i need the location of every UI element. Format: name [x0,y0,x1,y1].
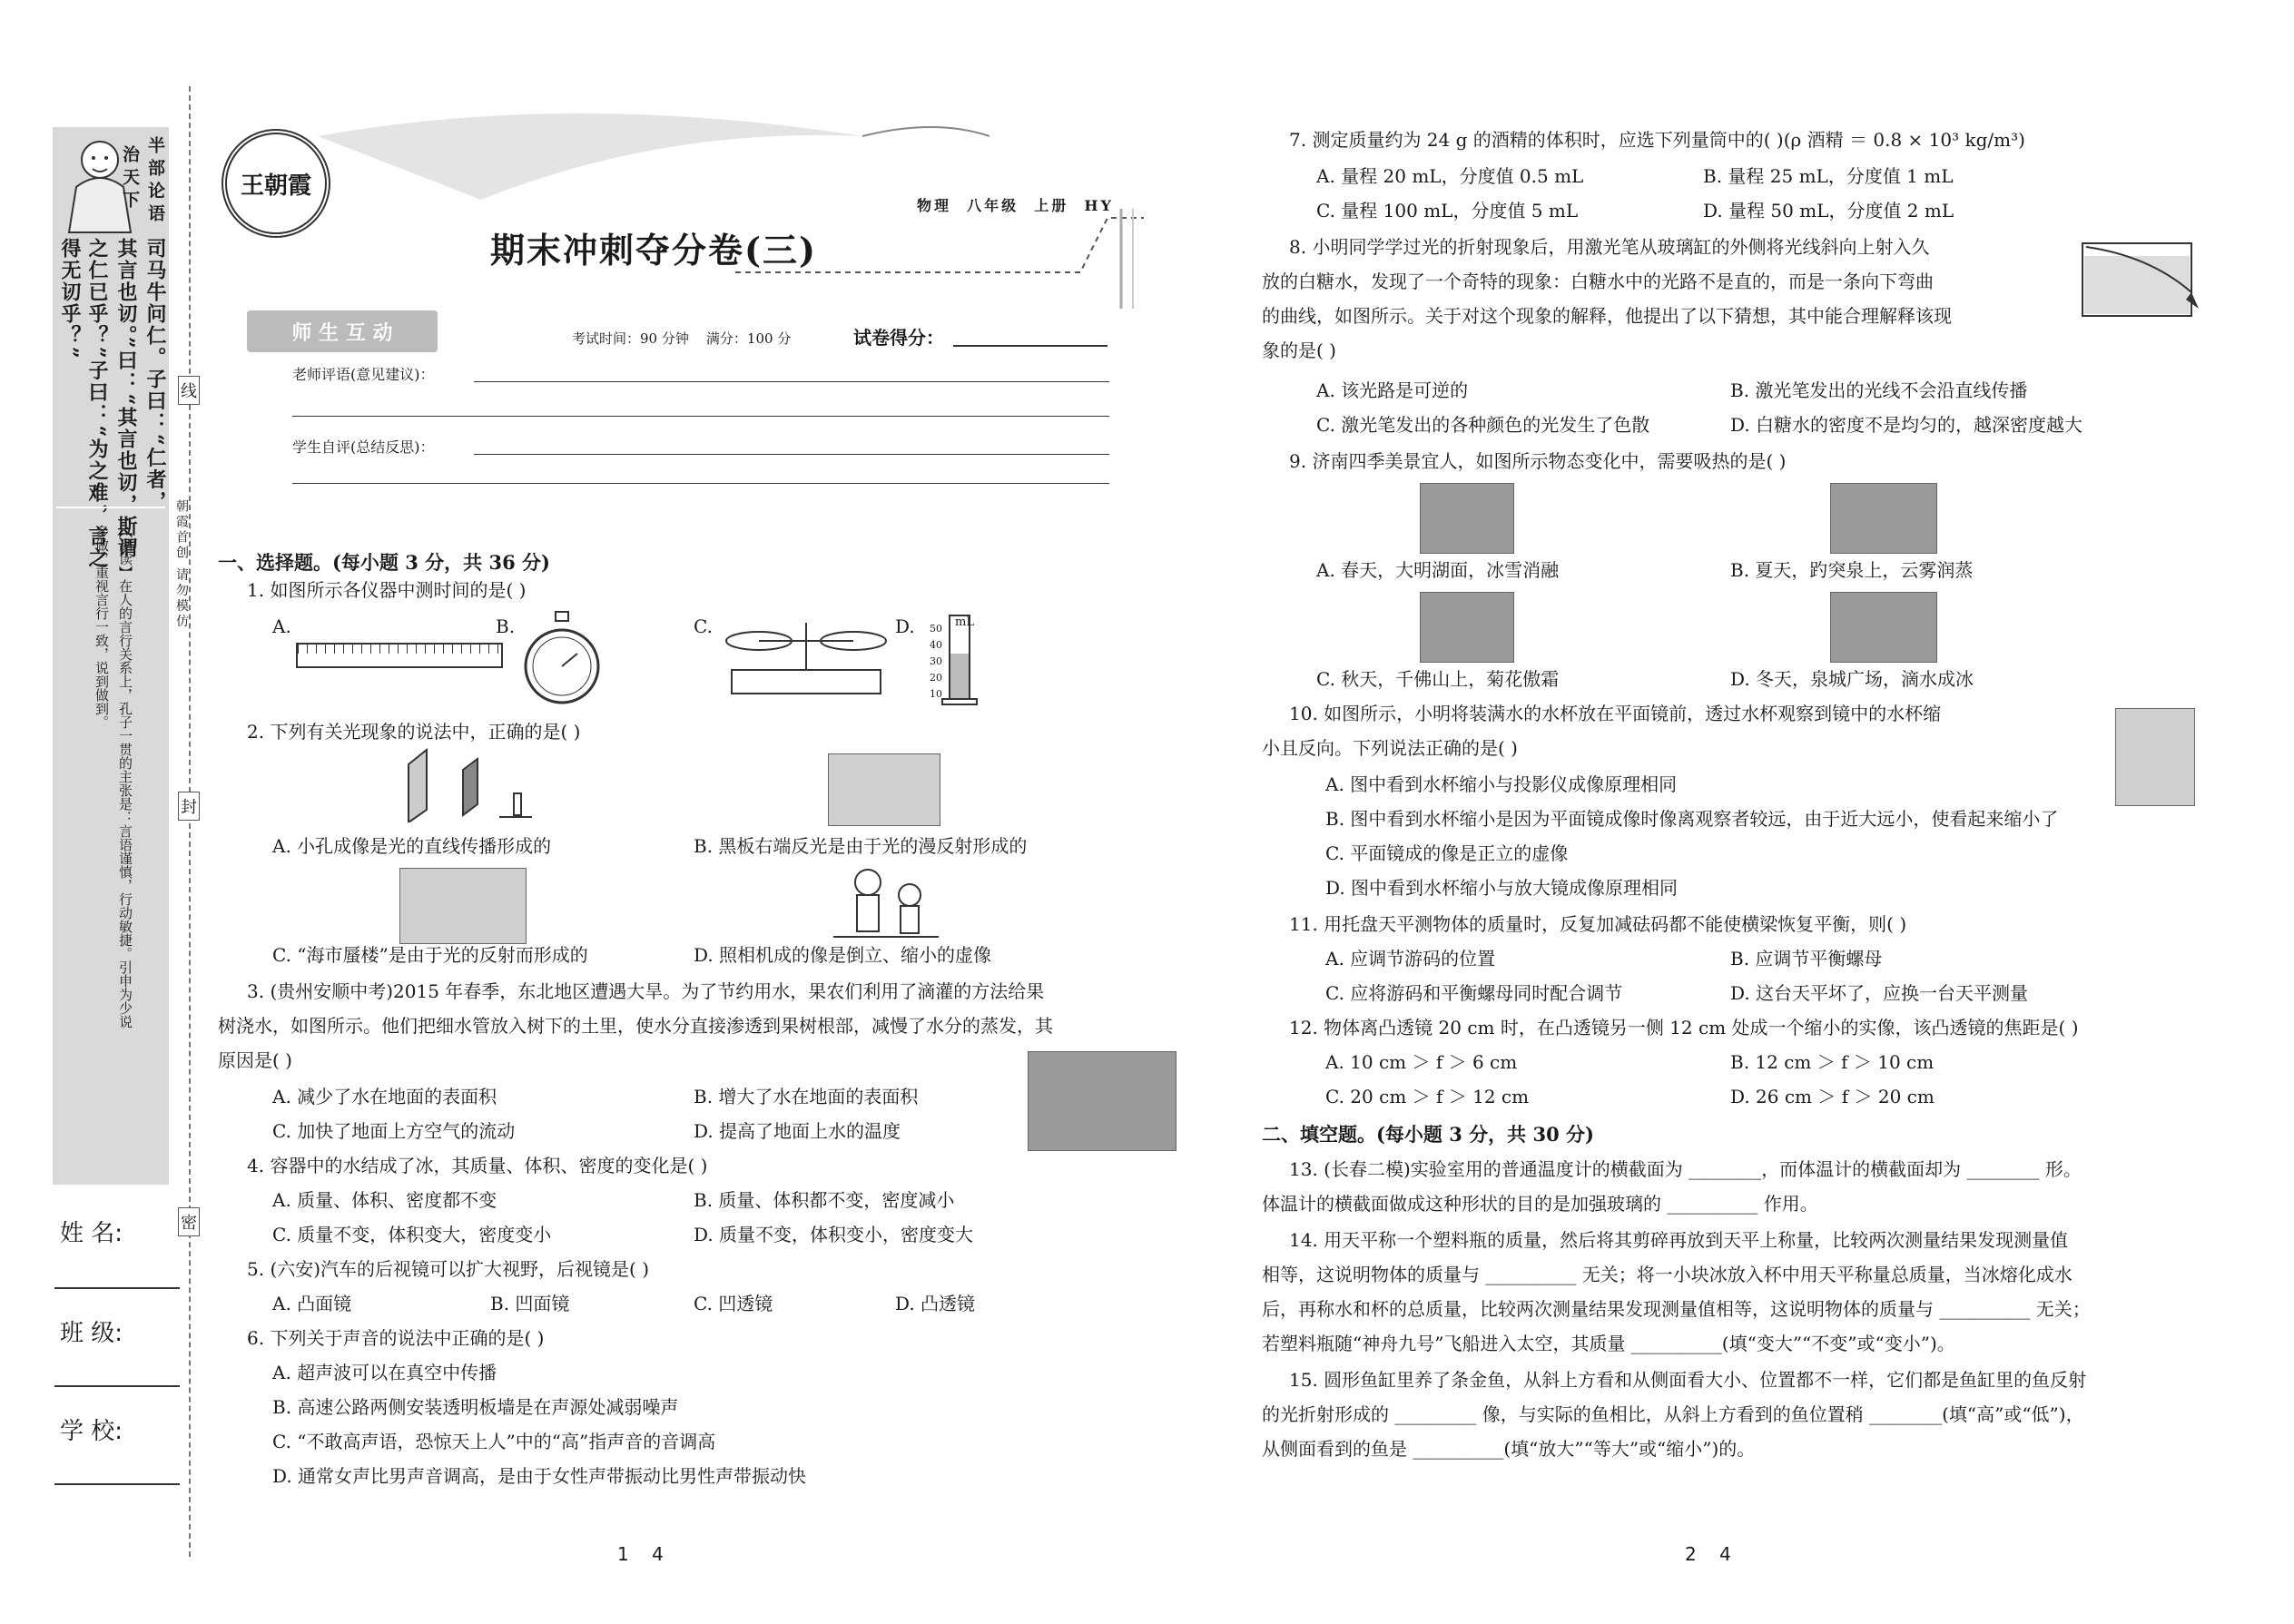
q11-option-b[interactable]: B. 应调节平衡螺母 [1730,948,1883,969]
mirror-cup-photo [2115,708,2195,806]
page-number-right: 2 4 [1685,1543,1731,1565]
q9-option-b[interactable]: B. 夏天，趵突泉上，云雾润蒸 [1730,559,1974,581]
interaction-badge [247,310,438,352]
q1-option-d[interactable]: D. [895,615,915,637]
q8-line-4: 象的是( ) [1262,340,1336,361]
sidebar-quote-1: 司马牛问仁。子曰：“仁者， [143,238,167,513]
q5-option-b[interactable]: B. 凹面镜 [490,1293,570,1314]
q9-text: 9. 济南四季美景宜人，如图所示物态变化中，需要吸热的是( ) [1289,450,1787,472]
q15-line-3: 从侧面看到的鱼是 __________(填“放大”“等大”或“缩小”)的。 [1262,1438,1756,1460]
blackboard-photo [828,753,940,826]
q11-option-a[interactable]: A. 应调节游码的位置 [1325,948,1496,969]
camera-cartoon [832,862,940,944]
q7-option-c[interactable]: C. 量程 100 mL，分度值 5 mL [1316,200,1579,221]
balance-image [723,614,890,701]
q4-option-b[interactable]: B. 质量、体积都不变，密度减小 [694,1189,955,1211]
q8-line-3: 的曲线，如图所示。关于对这个现象的解释，他提出了以下猜想，其中能合理解释该现 [1262,305,1952,327]
q10-option-b[interactable]: B. 图中看到水杯缩小是因为平面镜成像时像离观察者较远，由于近大远小，使看起来缩小了 [1325,808,2059,830]
q10-option-c[interactable]: C. 平面镜成的像是正立的虚像 [1325,842,1569,864]
class-label: 班 级: [60,1320,123,1347]
pinhole-image [399,746,536,822]
q13-line-2: 体温计的横截面做成这种形状的目的是加强玻璃的 __________ 作用。 [1262,1193,1818,1215]
page-title: 期末冲刺夺分卷(三) [490,230,817,271]
q8-line-2: 放的白糖水，发现了一个奇特的现象：白糖水中的光路不是直的，而是一条向下弯曲 [1262,271,1934,292]
q4-option-a[interactable]: A. 质量、体积、密度都不变 [272,1189,497,1211]
q1-text: 1. 如图所示各仪器中测时间的是( ) [247,579,527,601]
cylinder-tick-40: 40 [930,639,942,651]
student-comment-line-2[interactable] [292,483,1109,484]
class-field[interactable] [54,1385,180,1387]
q7-option-b[interactable]: B. 量程 25 mL，分度值 1 mL [1703,165,1954,187]
sidebar-divider [56,507,165,508]
q6-option-a[interactable]: A. 超声波可以在真空中传播 [272,1362,497,1383]
q11-option-c[interactable]: C. 应将游码和平衡螺母同时配合调节 [1325,982,1623,1004]
sidebar-top-label-1: 半部论语 [145,136,165,227]
score-label: 试卷得分： [853,327,944,349]
sidebar-quote-2: 其言也讱。”曰：“其言也讱，斯谓 [114,238,138,560]
q4-option-c[interactable]: C. 质量不变，体积变大，密度变小 [272,1224,552,1245]
q14-line-3: 后，再称水和杯的总质量，比较两次测量结果发现测量值相等，这说明物体的质量与 __________ 无关； [1262,1298,2091,1320]
q8-option-b[interactable]: B. 激光笔发出的光线不会沿直线传播 [1730,379,2028,401]
q4-option-d[interactable]: D. 质量不变，体积变小，密度变大 [694,1224,974,1245]
score-field[interactable] [953,345,1108,347]
q3-option-a[interactable]: A. 减少了水在地面的表面积 [272,1086,497,1107]
q3-option-c[interactable]: C. 加快了地面上方空气的流动 [272,1120,516,1142]
drip-irrigation-photo [1028,1051,1177,1151]
q5-text: 5. (六安)汽车的后视镜可以扩大视野，后视镜是( ) [247,1258,650,1280]
subject-tag: 物理 八年级 上册 HY [917,197,1114,214]
q10-option-d[interactable]: D. 图中看到水杯缩小与放大镜成像原理相同 [1325,877,1679,899]
brand-logo [222,129,330,238]
q8-option-c[interactable]: C. 激光笔发出的各种颜色的光发生了色散 [1316,414,1650,436]
sidebar-comment-2: 多做，重视言行一致，说到做到。 [94,525,110,729]
section1-heading: 一、选择题。(每小题 3 分，共 36 分) [218,551,550,574]
q3-option-b[interactable]: B. 增大了水在地面的表面积 [694,1086,919,1107]
summer-spring-photo [1830,483,1937,554]
q3-line-1: 3. (贵州安顺中考)2015 年春季，东北地区遭遇大旱。为了节约用水，果农们利用了滴灌的方法给果 [247,980,1045,1002]
q10-line-2: 小且反向。下列说法正确的是( ) [1262,737,1518,759]
q2-option-a[interactable]: A. 小孔成像是光的直线传播形成的 [272,835,552,857]
q14-line-2: 相等，这说明物体的质量与 __________ 无关；将一小块冰放入杯中用天平称量总质量，当冰熔化成水 [1262,1264,2072,1285]
winter-square-photo [1830,592,1937,663]
mirage-photo [399,868,527,944]
student-comment-label: 学生自评(总结反思)： [292,438,435,456]
sidebar-quote-4: 得无讱乎？” [58,238,82,360]
stopwatch-image [521,610,603,710]
q2-option-d[interactable]: D. 照相机成的像是倒立、缩小的虚像 [694,944,992,966]
q9-option-a[interactable]: A. 春天，大明湖面，冰雪消融 [1316,559,1560,581]
teacher-comment-line-2[interactable] [292,416,1109,417]
q5-option-c[interactable]: C. 凹透镜 [694,1293,773,1314]
q5-option-a[interactable]: A. 凸面镜 [272,1293,352,1314]
q5-option-d[interactable]: D. 凸透镜 [895,1293,976,1314]
q12-option-a[interactable]: A. 10 cm ＞ f ＞ 6 cm [1325,1051,1518,1073]
q7-option-d[interactable]: D. 量程 50 mL，分度值 2 mL [1703,200,1954,221]
q14-line-1: 14. 用天平称一个塑料瓶的质量，然后将其剪碎再放到天平上称量，比较两次测量结果发现测量值 [1289,1229,2069,1251]
sidebar-comment-1: 【品读】在人的言行关系上，孔子一贯的主张是：言语谨慎，行动敏捷。引申为少说 [117,525,133,1029]
q1-option-b[interactable]: B. [496,615,516,637]
q6-text: 6. 下列关于声音的说法中正确的是( ) [247,1327,545,1349]
q13-line-1: 13. (长春二模)实验室用的普通温度计的横截面为 ________，而体温计的横截面却为 ________ 形。 [1289,1158,2082,1180]
q3-line-3: 原因是( ) [218,1049,292,1071]
q12-option-b[interactable]: B. 12 cm ＞ f ＞ 10 cm [1730,1051,1935,1073]
q2-option-b[interactable]: B. 黑板右端反光是由于光的漫反射形成的 [694,835,1028,857]
q10-line-1: 10. 如图所示，小明将装满水的水杯放在平面镜前，透过水杯观察到镜中的水杯缩 [1289,703,1942,724]
sidebar-top-label-2: 治天下 [120,145,140,213]
q3-line-2: 树浇水，如图所示。他们把细水管放入树下的土里，使水分直接渗透到果树根部，减慢了水分的蒸发，其 [218,1015,1053,1037]
teacher-comment-label: 老师评语(意见建议)： [292,366,435,383]
q9-option-d[interactable]: D. 冬天，泉城广场，滴水成冰 [1730,668,1974,690]
interaction-label: 师 生 互 动 [291,321,393,345]
cylinder-tick-20: 20 [930,672,942,684]
q9-option-c[interactable]: C. 秋天，千佛山上，菊花傲霜 [1316,668,1560,690]
q8-line-1: 8. 小明同学学过光的折射现象后，用激光笔从玻璃缸的外侧将光线斜向上射入久 [1289,236,1930,258]
q2-option-c[interactable]: C. “海市蜃楼”是由于光的反射而形成的 [272,944,588,966]
q2-text: 2. 下列有关光现象的说法中，正确的是( ) [247,721,581,743]
name-label: 姓 名: [60,1220,123,1247]
q6-option-c[interactable]: C. “不敢高声语，恐惊天上人”中的“高”指声音的音调高 [272,1431,716,1452]
student-comment-line-1[interactable] [474,454,1109,455]
q7-text: 7. 测定质量约为 24 g 的酒精的体积时，应选下列量筒中的( )(ρ 酒精 ＝ 0.8 × 10³ kg/m³) [1289,129,2025,151]
spring-lake-photo [1420,483,1514,554]
q15-line-2: 的光折射形成的 _________ 像，与实际的鱼相比，从斜上方看到的鱼位置稍 ________(填“高”或“低”)， [1262,1403,2084,1425]
cylinder-tick-10: 10 [930,688,942,700]
q6-option-b[interactable]: B. 高速公路两侧安装透明板墙是在声源处减弱噪声 [272,1396,679,1418]
q10-option-a[interactable]: A. 图中看到水杯缩小与投影仪成像原理相同 [1325,773,1678,795]
q14-line-4: 若塑料瓶随“神舟九号”飞船进入太空，其质量 __________(填“变大”“不变”或“变小”)。 [1262,1333,1955,1354]
margin-mark-2: 封 [178,792,200,821]
school-label: 学 校: [60,1418,123,1445]
sugar-water-tank-image [2077,238,2204,320]
cut-line [189,86,191,1557]
q12-option-c[interactable]: C. 20 cm ＞ f ＞ 12 cm [1325,1086,1530,1107]
q1-option-c[interactable]: C. [694,615,713,637]
section2-heading: 二、填空题。(每小题 3 分，共 30 分) [1262,1123,1594,1146]
brand-logo-text: 王朝霞 [240,172,311,200]
ruler-image [296,643,503,668]
cylinder-tick-50: 50 [930,623,942,635]
q1-option-a[interactable]: A. [272,615,291,637]
sidebar-quote-3: 之仁已乎？”子曰：“为之难，言之 [85,238,109,570]
q3-option-d[interactable]: D. 提高了地面上水的温度 [694,1120,901,1142]
exam-info: 考试时间：90 分钟 满分：100 分 [572,330,792,347]
q6-option-d[interactable]: D. 通常女声比男声音调高，是由于女性声带振动比男性声带振动快 [272,1465,807,1487]
teacher-comment-line-1[interactable] [474,381,1109,382]
autumn-chrysanthemum-photo [1420,592,1514,663]
side-note: 朝霞首创 请勿模仿 [174,499,189,630]
q8-option-d[interactable]: D. 白糖水的密度不是均匀的，越深密度越大 [1730,414,2083,436]
margin-mark-1: 线 [178,376,200,405]
name-field[interactable] [54,1287,180,1289]
margin-mark-3: 密 [178,1207,200,1236]
page-number-left: 1 4 [617,1543,664,1565]
q11-option-d[interactable]: D. 这台天平坏了，应换一台天平测量 [1730,982,2029,1004]
school-field[interactable] [54,1483,180,1485]
q12-text: 12. 物体离凸透镜 20 cm 时，在凸透镜另一侧 12 cm 处成一个缩小的实像，该凸透镜的焦距是( ) [1289,1017,2079,1038]
cylinder-unit: mL [955,615,974,629]
q8-option-a[interactable]: A. 该光路是可逆的 [1316,379,1469,401]
q15-line-1: 15. 圆形鱼缸里养了条金鱼，从斜上方看和从侧面看大小、位置都不一样，它们都是鱼缸里的鱼反射 [1289,1369,2087,1391]
q4-text: 4. 容器中的水结成了冰，其质量、体积、密度的变化是( ) [247,1155,708,1176]
q11-text: 11. 用托盘天平测物体的质量时，反复加减砝码都不能使横梁恢复平衡，则( ) [1289,913,1907,935]
q12-option-d[interactable]: D. 26 cm ＞ f ＞ 20 cm [1730,1086,1935,1107]
q7-option-a[interactable]: A. 量程 20 mL，分度值 0.5 mL [1316,165,1584,187]
cylinder-tick-30: 30 [930,655,942,667]
